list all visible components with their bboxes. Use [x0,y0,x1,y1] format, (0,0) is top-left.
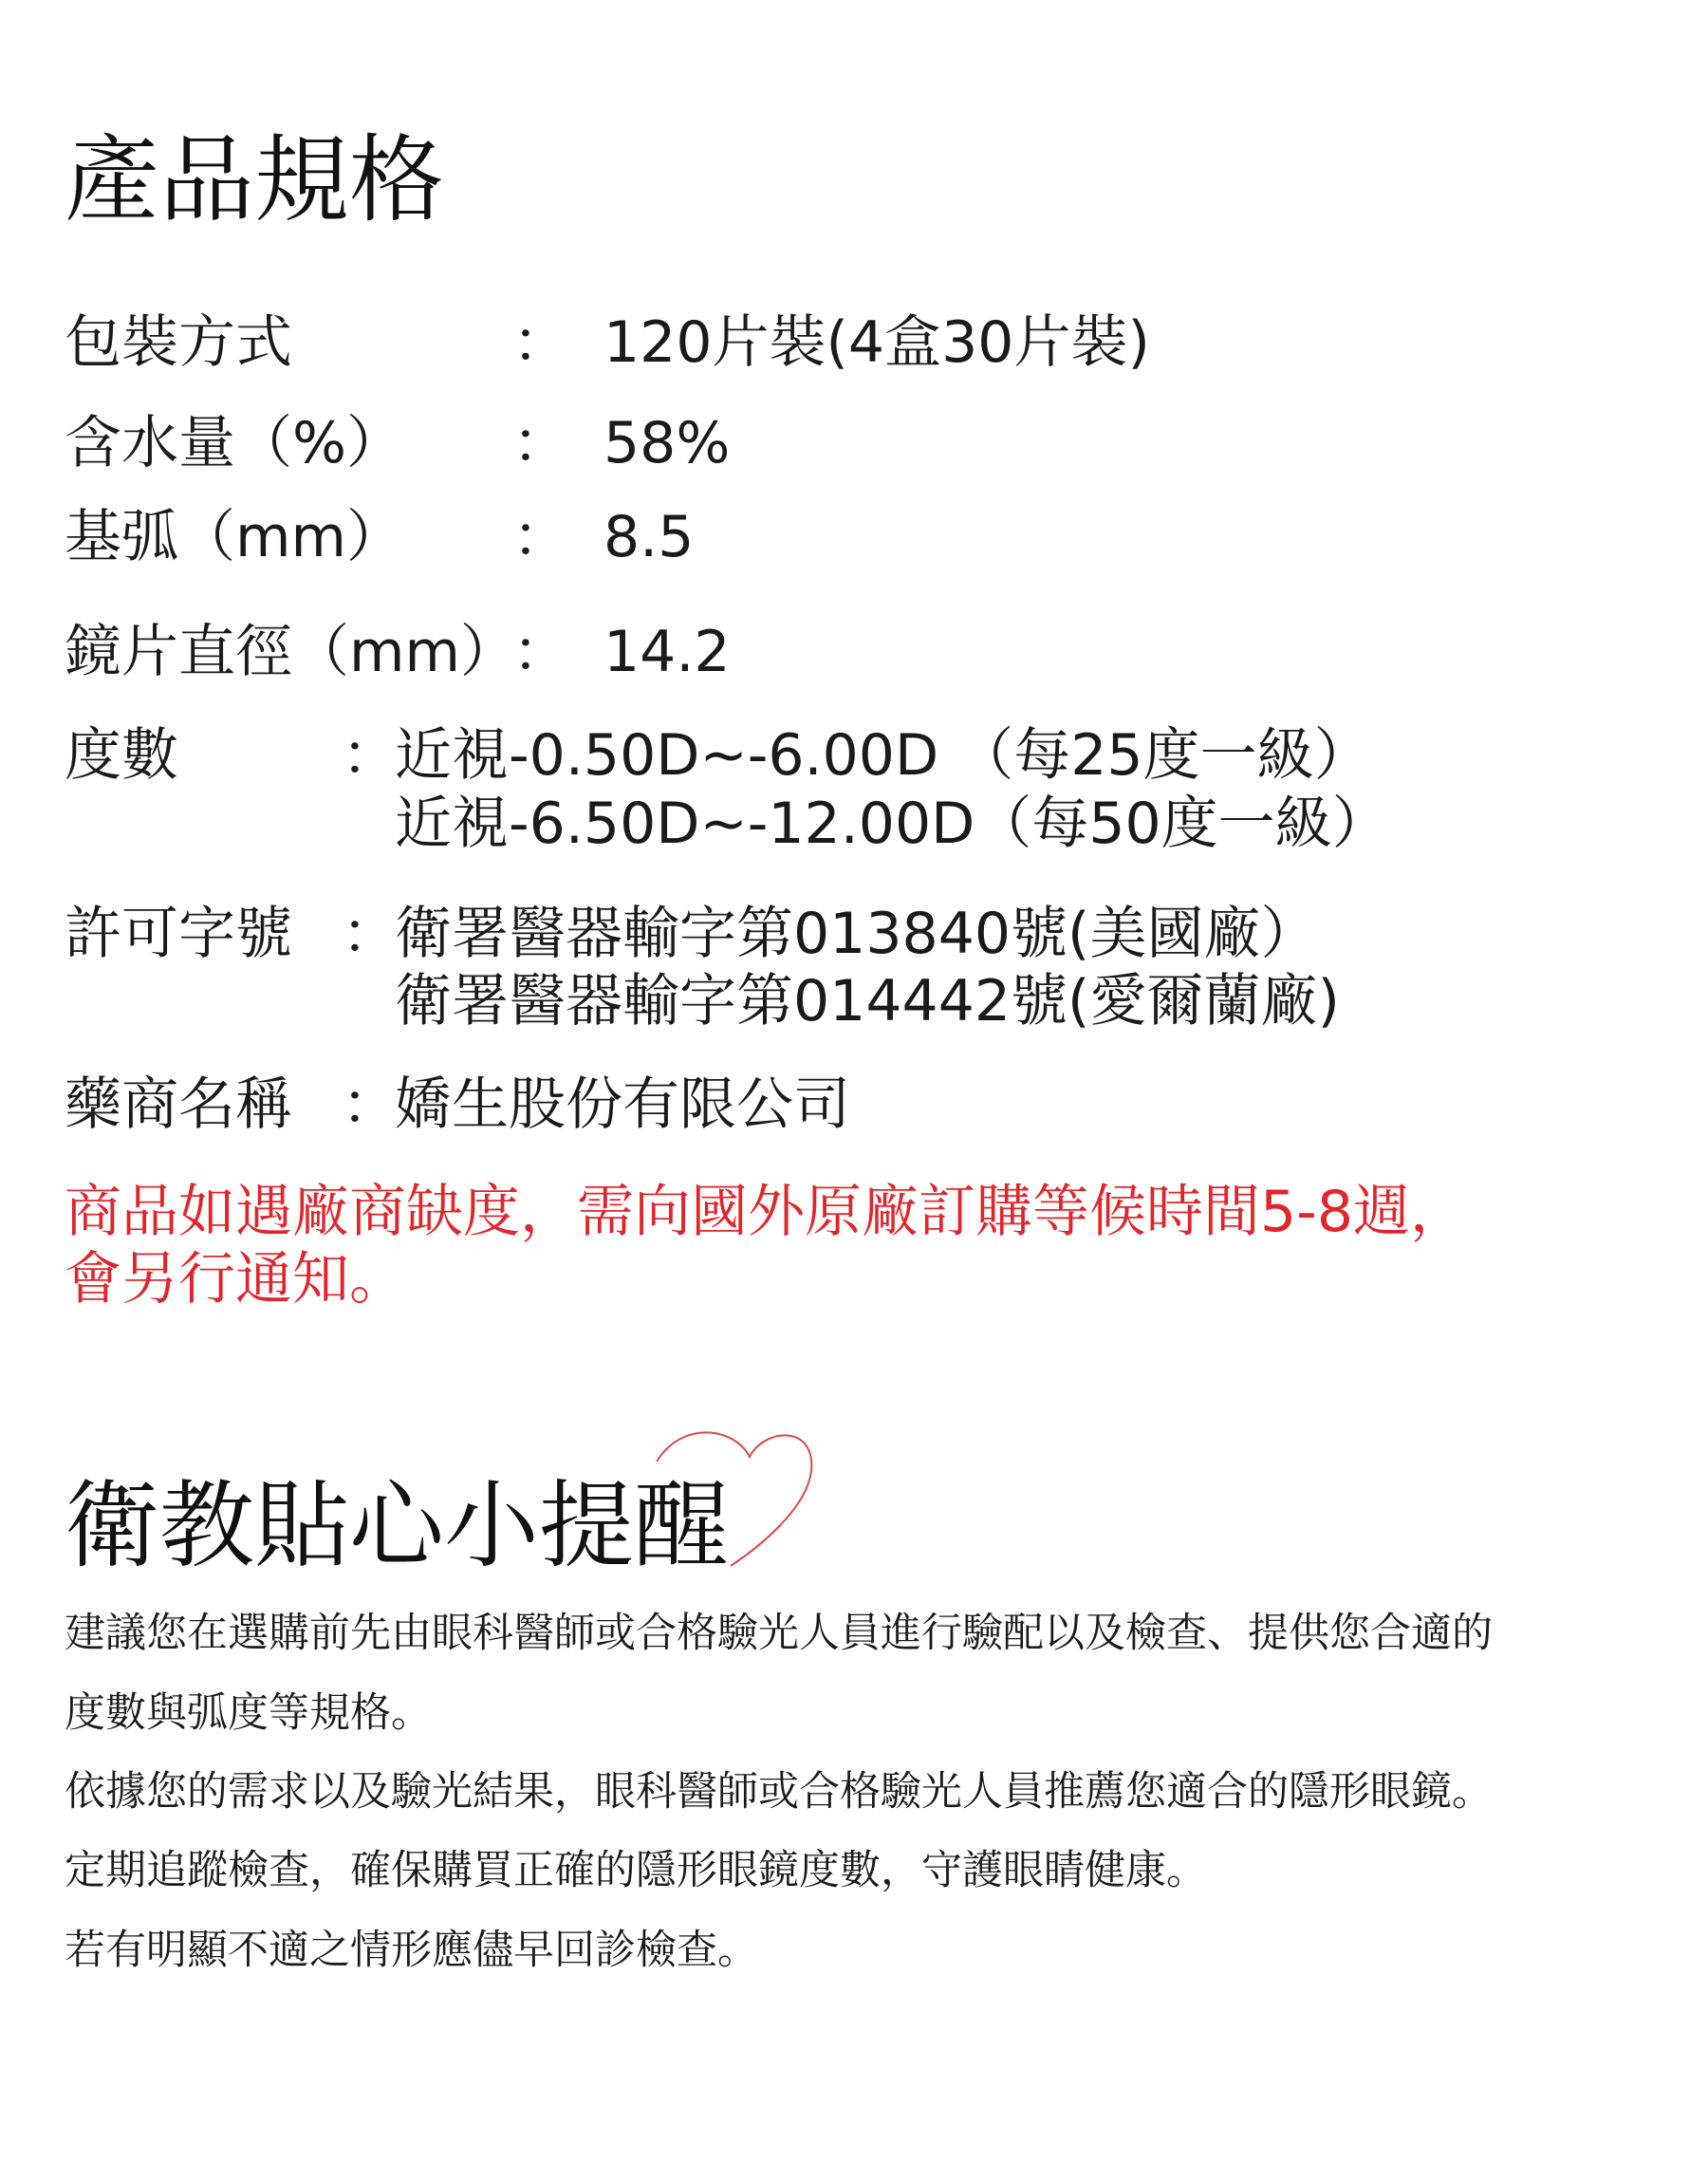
stock-notice-line-1: 商品如遇廠商缺度，需向國外原廠訂購等候時間5-8週， [65,1179,1467,1245]
spec-colon: ： [512,504,569,570]
tips-paragraph-2: 度數與弧度等規格。 [65,1689,432,1737]
tips-paragraph-5: 若有明顯不適之情形應儘早回診檢查。 [65,1927,758,1974]
spec-value-power-1: 近視-0.50D~-6.00D （每25度一級） [395,722,1371,789]
spec-value-water-content: 58% [603,410,731,476]
tips-paragraph-3: 依據您的需求以及驗光結果，眼科醫師或合格驗光人員推薦您適合的隱形眼鏡。 [65,1768,1493,1816]
spec-value-power-2: 近視-6.50D~-12.00D（每50度一級） [395,791,1389,857]
tips-title: 衛教貼心小提醒 [65,1470,729,1581]
spec-label-power: 度數 [65,722,178,789]
spec-label-packaging: 包裝方式 [65,309,292,376]
spec-value-vendor: 嬌生股份有限公司 [395,1071,850,1138]
spec-label-base-curve: 基弧（mm） [65,504,403,570]
spec-value-packaging: 120片裝(4盒30片裝) [603,309,1150,376]
tips-paragraph-4: 定期追蹤檢查，確保購買正確的隱形眼鏡度數，守護眼睛健康。 [65,1847,1207,1894]
spec-colon: ： [342,722,399,789]
spec-colon: ： [342,901,399,967]
spec-value-base-curve: 8.5 [603,504,695,570]
spec-label-diameter: 鏡片直徑（mm） [65,619,517,685]
spec-colon: ： [512,309,569,376]
spec-value-license-2: 衛署醫器輸字第014442號(愛爾蘭廠) [395,968,1340,1034]
spec-label-vendor: 藥商名稱 [65,1071,292,1138]
spec-title: 產品規格 [65,124,444,235]
spec-colon: ： [342,1071,399,1138]
spec-colon: ： [512,410,569,476]
spec-label-water-content: 含水量（%） [65,410,404,476]
spec-value-license-1: 衛署醫器輸字第013840號(美國廠） [395,901,1318,967]
tips-paragraph-1: 建議您在選購前先由眼科醫師或合格驗光人員進行驗配以及檢查、提供您合適的 [65,1610,1493,1657]
spec-value-diameter: 14.2 [603,619,731,685]
spec-label-license: 許可字號 [65,901,292,967]
stock-notice-line-2: 會另行通知。 [65,1246,406,1313]
spec-colon: ： [512,619,569,685]
